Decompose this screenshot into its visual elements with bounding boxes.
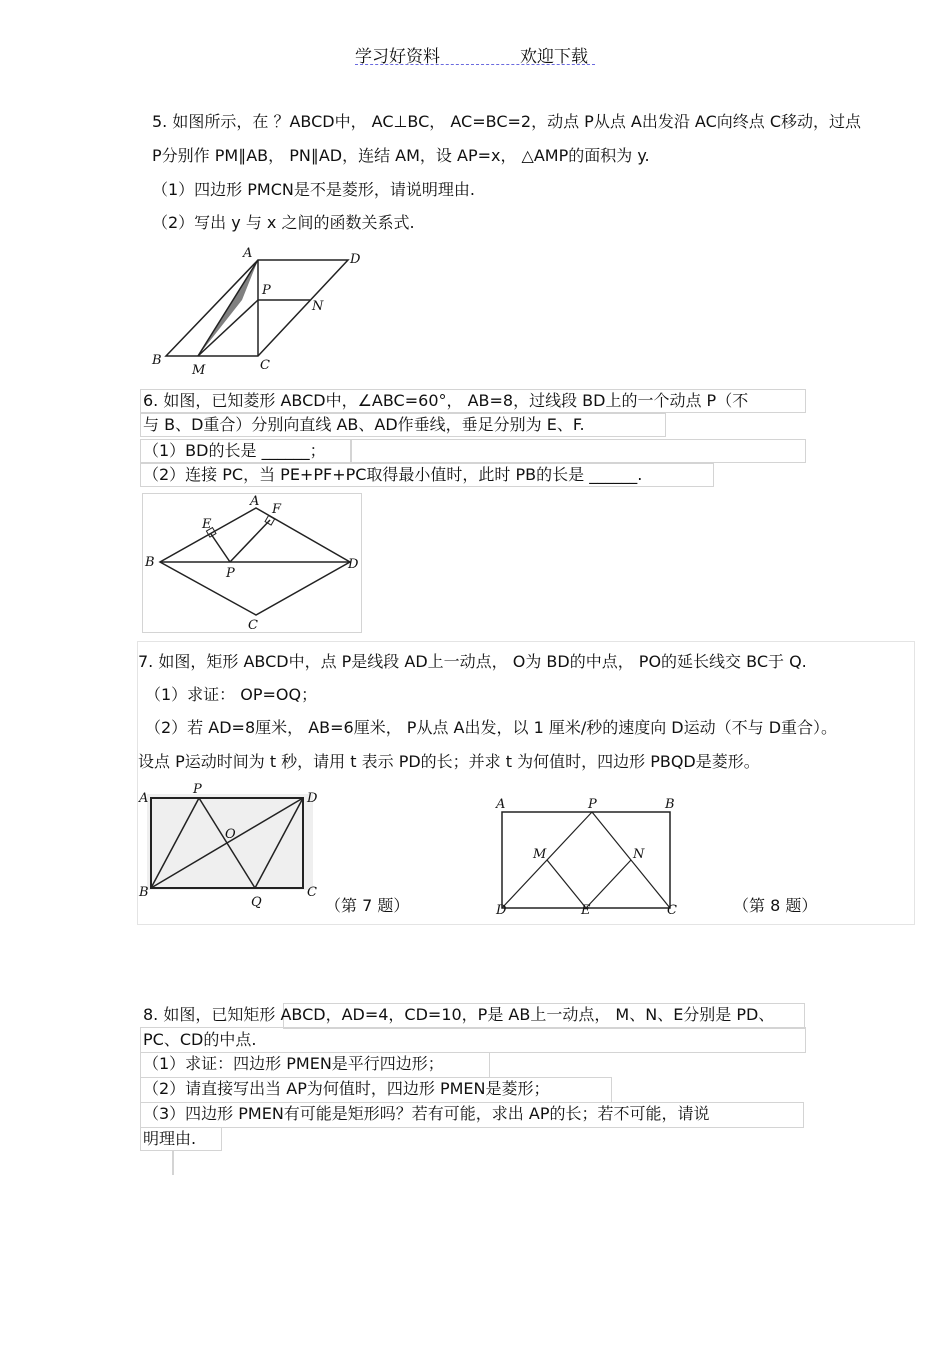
q6-label-b: B <box>145 555 155 570</box>
q6-figure <box>142 493 360 633</box>
q5-line1: 5. 如图所示，在 ？ABCD中， AC⊥BC， AC=BC=2，动点 P从点 A出发沿 AC向终点 C移动，过点 <box>152 112 862 131</box>
q8-label-c: C <box>667 903 677 916</box>
q5-figure <box>140 240 380 380</box>
q8-line1: 8. 如图，已知矩形 ABCD，AD=4，CD=10，P是 AB上一动点， M、N、E分别是 PD、 <box>143 1005 775 1024</box>
q8-label-b: B <box>665 797 675 812</box>
q7-figure-caption: （第 7 题） <box>325 896 410 915</box>
q6-label-p: P <box>226 566 235 581</box>
q8-figure <box>493 796 683 916</box>
q6-line1: 6. 如图，已知菱形 ABCD中，∠ABC=60°， AB=8，过线段 BD上的一个动点 P（不 <box>143 391 749 410</box>
q6-sub1: （1）BD的长是 ______； <box>143 441 326 460</box>
header-left: 学习好资料 <box>355 47 440 67</box>
q8-sub2: （2）请直接写出当 AP为何值时，四边形 PMEN是菱形； <box>143 1079 550 1098</box>
q7-label-c: C <box>307 885 317 900</box>
q8-label-n: N <box>633 847 645 862</box>
q7-sub2: （2）若 AD=8厘米， AB=6厘米， P从点 A出发，以 1 厘米/秒的速度向 D运动（不与 D重合）。 <box>145 718 838 737</box>
q6-label-d: D <box>348 557 359 572</box>
q8-rectangle <box>502 812 670 908</box>
q7-label-a: A <box>139 791 149 806</box>
q5-label-c: C <box>260 358 270 373</box>
header-divider <box>355 64 595 65</box>
q8-label-e: E <box>581 903 591 916</box>
q8-label-p: P <box>588 797 597 812</box>
q7-label-o: O <box>225 827 236 842</box>
q8-label-m: M <box>533 847 547 862</box>
q6-label-e: E <box>202 517 212 532</box>
q8-line2: PC、CD的中点. <box>143 1030 257 1049</box>
q7-label-p: P <box>193 782 202 797</box>
q8-figure-caption: （第 8 题） <box>733 896 818 915</box>
q7-figure <box>137 780 323 912</box>
q6-line2: 与 B、D重合）分别向直线 AB、AD作垂线，垂足分别为 E、F. <box>143 415 585 434</box>
q5-label-d: D <box>350 252 361 267</box>
header-right: 欢迎下载 <box>520 47 588 67</box>
q6-label-f: F <box>272 502 282 517</box>
q6-sub2: （2）连接 PC，当 PE+PF+PC取得最小值时，此时 PB的长是 ______. <box>143 465 643 484</box>
q8-segment-ne <box>586 860 631 908</box>
q7-label-q: Q <box>251 895 262 910</box>
q6-label-a: A <box>250 494 260 509</box>
q5-sub1: （1）四边形 PMCN是不是菱形，请说明理由. <box>152 180 475 199</box>
q6-perp-pe <box>211 534 230 562</box>
q8-sub1: （1）求证：四边形 PMEN是平行四边形； <box>143 1054 444 1073</box>
q5-label-b: B <box>152 353 162 368</box>
q6-perp-pf <box>230 520 270 562</box>
q7-line3: 设点 P运动时间为 t 秒，请用 t 表示 PD的长；并求 t 为何值时，四边形 PBQD是菱形。 <box>138 752 760 771</box>
q5-label-n: N <box>312 299 324 314</box>
q8-line3: 明理由. <box>143 1129 197 1148</box>
q5-label-m: M <box>192 363 206 378</box>
q7-sub1: （1）求证： OP=OQ； <box>145 685 318 704</box>
q7-label-b: B <box>139 885 149 900</box>
q8-label-a: A <box>496 797 506 812</box>
q6-label-c: C <box>248 618 258 633</box>
q8-label-d: D <box>496 903 507 916</box>
q8-segment-me <box>547 860 586 908</box>
q7-line1: 7. 如图，矩形 ABCD中，点 P是线段 AD上一动点， O为 BD的中点， PO的延长线交 BC于 Q. <box>138 652 807 671</box>
q7-label-d: D <box>307 791 318 806</box>
q6-sub1-extension-box <box>350 439 806 463</box>
q5-label-p: P <box>262 283 271 298</box>
q8-trailing-box <box>172 1151 174 1175</box>
q5-line2: P分别作 PM∥AB， PN∥AD，连结 AM，设 AP=x， △AMP的面积为 y. <box>152 146 650 165</box>
q8-sub3: （3）四边形 PMEN有可能是矩形吗？若有可能，求出 AP的长；若不可能，请说 <box>143 1104 710 1123</box>
q5-sub2: （2）写出 y 与 x 之间的函数关系式. <box>152 213 415 232</box>
q5-label-a: A <box>243 246 253 261</box>
